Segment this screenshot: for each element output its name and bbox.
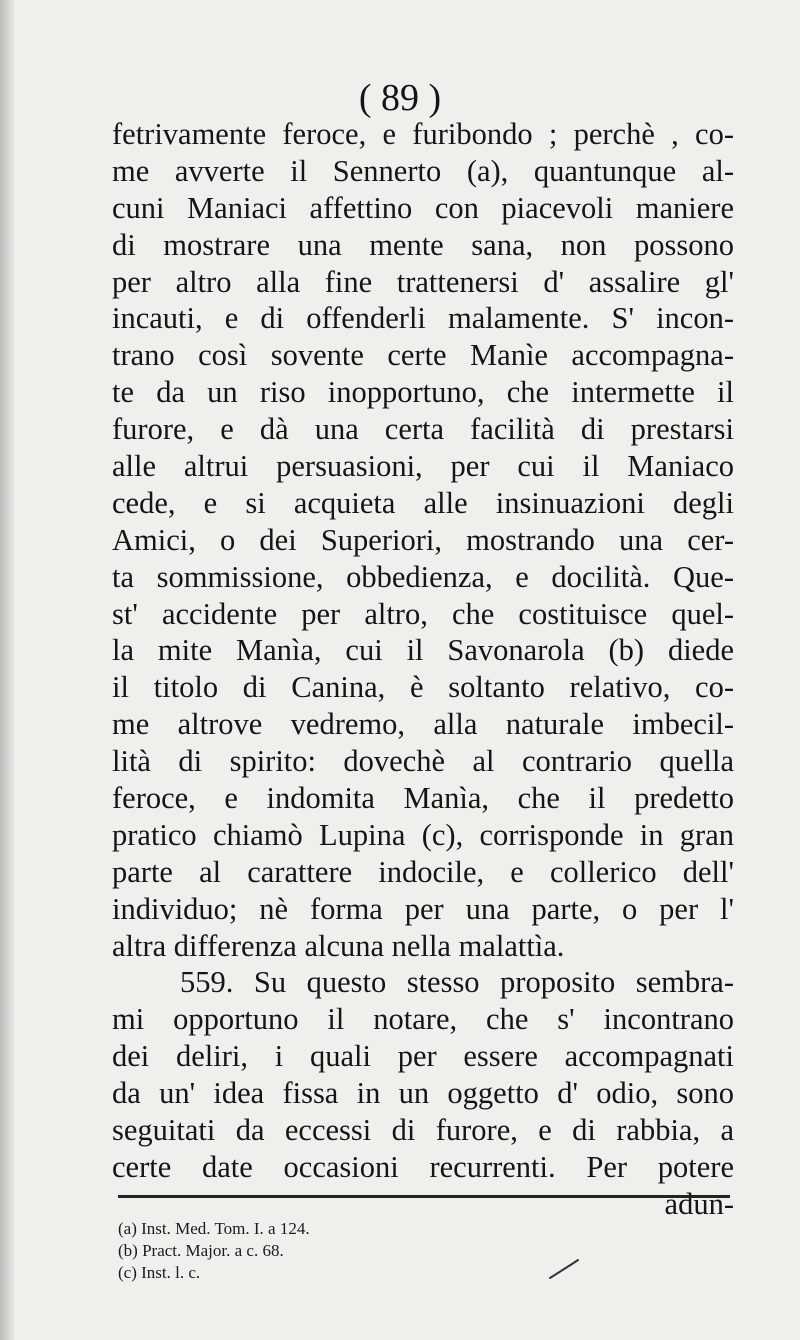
text-line: seguitati da eccessi di furore, e di rabbia, a [112, 1113, 734, 1148]
footnotes [118, 1218, 310, 1284]
text-line: incauti, e di offenderli malamente. S' incon- [112, 301, 734, 336]
text-line: me avverte il Sennerto (a), quantunque al- [112, 153, 734, 188]
text-line: feroce, e indomita Manìa, che il predetto [112, 781, 734, 816]
footnote-b: (b) Pract. Major. a c. 68. [118, 1241, 284, 1260]
text-line: lità di spirito: dovechè al contrario quella [112, 744, 734, 779]
pen-stroke-mark [548, 1258, 588, 1280]
text-line: il titolo di Canina, è soltanto relativo, co- [112, 670, 734, 705]
paragraph-start-line: 559. Su questo stesso proposito sembra- [180, 965, 734, 1000]
text-line: da un' idea fissa in un oggetto d' odio, sono [112, 1076, 734, 1111]
text-line: st' accidente per altro, che costituisce quel- [112, 596, 734, 631]
text-line: cuni Maniaci affettino con piacevoli maniere [112, 190, 734, 225]
text-line: parte al carattere indocile, e collerico dell' [112, 854, 734, 889]
footnote-c: (c) Inst. l. c. [118, 1263, 201, 1282]
footnote-rule [118, 1195, 730, 1198]
page-edge-shadow [0, 0, 14, 1340]
text-line: trano così sovente certe Manìe accompagna- [112, 338, 734, 373]
text-line: Amici, o dei Superiori, mostrando una cer- [112, 522, 734, 557]
footnote-a: (a) Inst. Med. Tom. I. a 124. [118, 1219, 310, 1238]
text-line: furore, e dà una certa facilità di prestarsi [112, 412, 734, 447]
text-line: cede, e si acquieta alle insinuazioni degli [112, 485, 734, 520]
catchword: adun- [664, 1186, 734, 1221]
text-line: ta sommissione, obbedienza, e docilità. Que- [112, 559, 734, 594]
text-line: pratico chiamò Lupina (c), corrisponde in gran [112, 817, 734, 852]
text-line: altra differenza alcuna nella malattìa. [112, 928, 565, 963]
text-line: certe date occasioni recurrenti. Per potere [112, 1149, 734, 1184]
body-text [112, 116, 734, 1223]
page-number: ( 89 ) [358, 77, 442, 119]
text-line: mi opportuno il notare, che s' incontrano [112, 1002, 734, 1037]
text-line: la mite Manìa, cui il Savonarola (b) diede [112, 633, 734, 668]
text-line: alle altrui persuasioni, per cui il Maniaco [112, 449, 734, 484]
text-line: te da un riso inopportuno, che intermette il [112, 375, 734, 410]
text-line: individuo; nè forma per una parte, o per l' [112, 891, 734, 926]
text-line: per altro alla fine trattenersi d' assalire gl' [112, 264, 734, 299]
text-line: fetrivamente feroce, e furibondo ; perchè , co- [112, 117, 734, 151]
text-line: me altrove vedremo, alla naturale imbecil- [112, 707, 734, 742]
text-line: di mostrare una mente sana, non possono [112, 227, 734, 262]
text-line: dei deliri, i quali per essere accompagnati [112, 1039, 734, 1074]
